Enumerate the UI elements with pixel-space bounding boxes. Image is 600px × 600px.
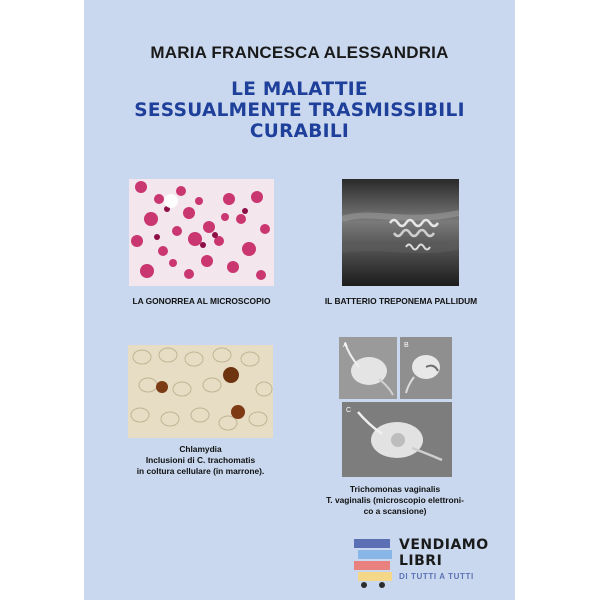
chlamydia-caption: Chlamydia Inclusioni di C. trachomatis in coltura cellulare (in marrone). [136,444,265,476]
book-title [84,79,515,142]
trichomonas-micrograph-a [339,337,397,399]
treponema-micrograph [342,179,459,286]
gonorrea-micrograph [129,179,274,286]
publisher-name: VENDIAMO LIBRI DI TUTTI A TUTTI [399,537,489,581]
book-cover [84,0,515,600]
panel-label-a: A [343,342,348,349]
chlamydia-micrograph [128,345,273,438]
panel-label-c: C [346,407,352,414]
trichomonas-micrograph-c [342,402,452,477]
treponema-caption: IL BATTERIO TREPONEMA PALLIDUM [324,296,478,306]
title-line-1: LE MALATTIE [231,79,368,100]
books-stack-icon [352,535,396,589]
trichomonas-micrograph-b [400,337,452,399]
gonorrea-caption: LA GONORREA AL MICROSCOPIO [132,296,271,306]
publisher-logo [352,535,502,595]
trichomonas-caption: Trichomonas vaginalis T. vaginalis (microscopio elettroni- co a scansione) [326,484,464,516]
author-name: MARIA FRANCESCA ALESSANDRIA [150,43,449,62]
panel-label-b: B [404,342,409,349]
title-line-3: CURABILI [249,121,350,142]
title-line-2: SESSUALMENTE TRASMISSIBILI [134,100,465,121]
